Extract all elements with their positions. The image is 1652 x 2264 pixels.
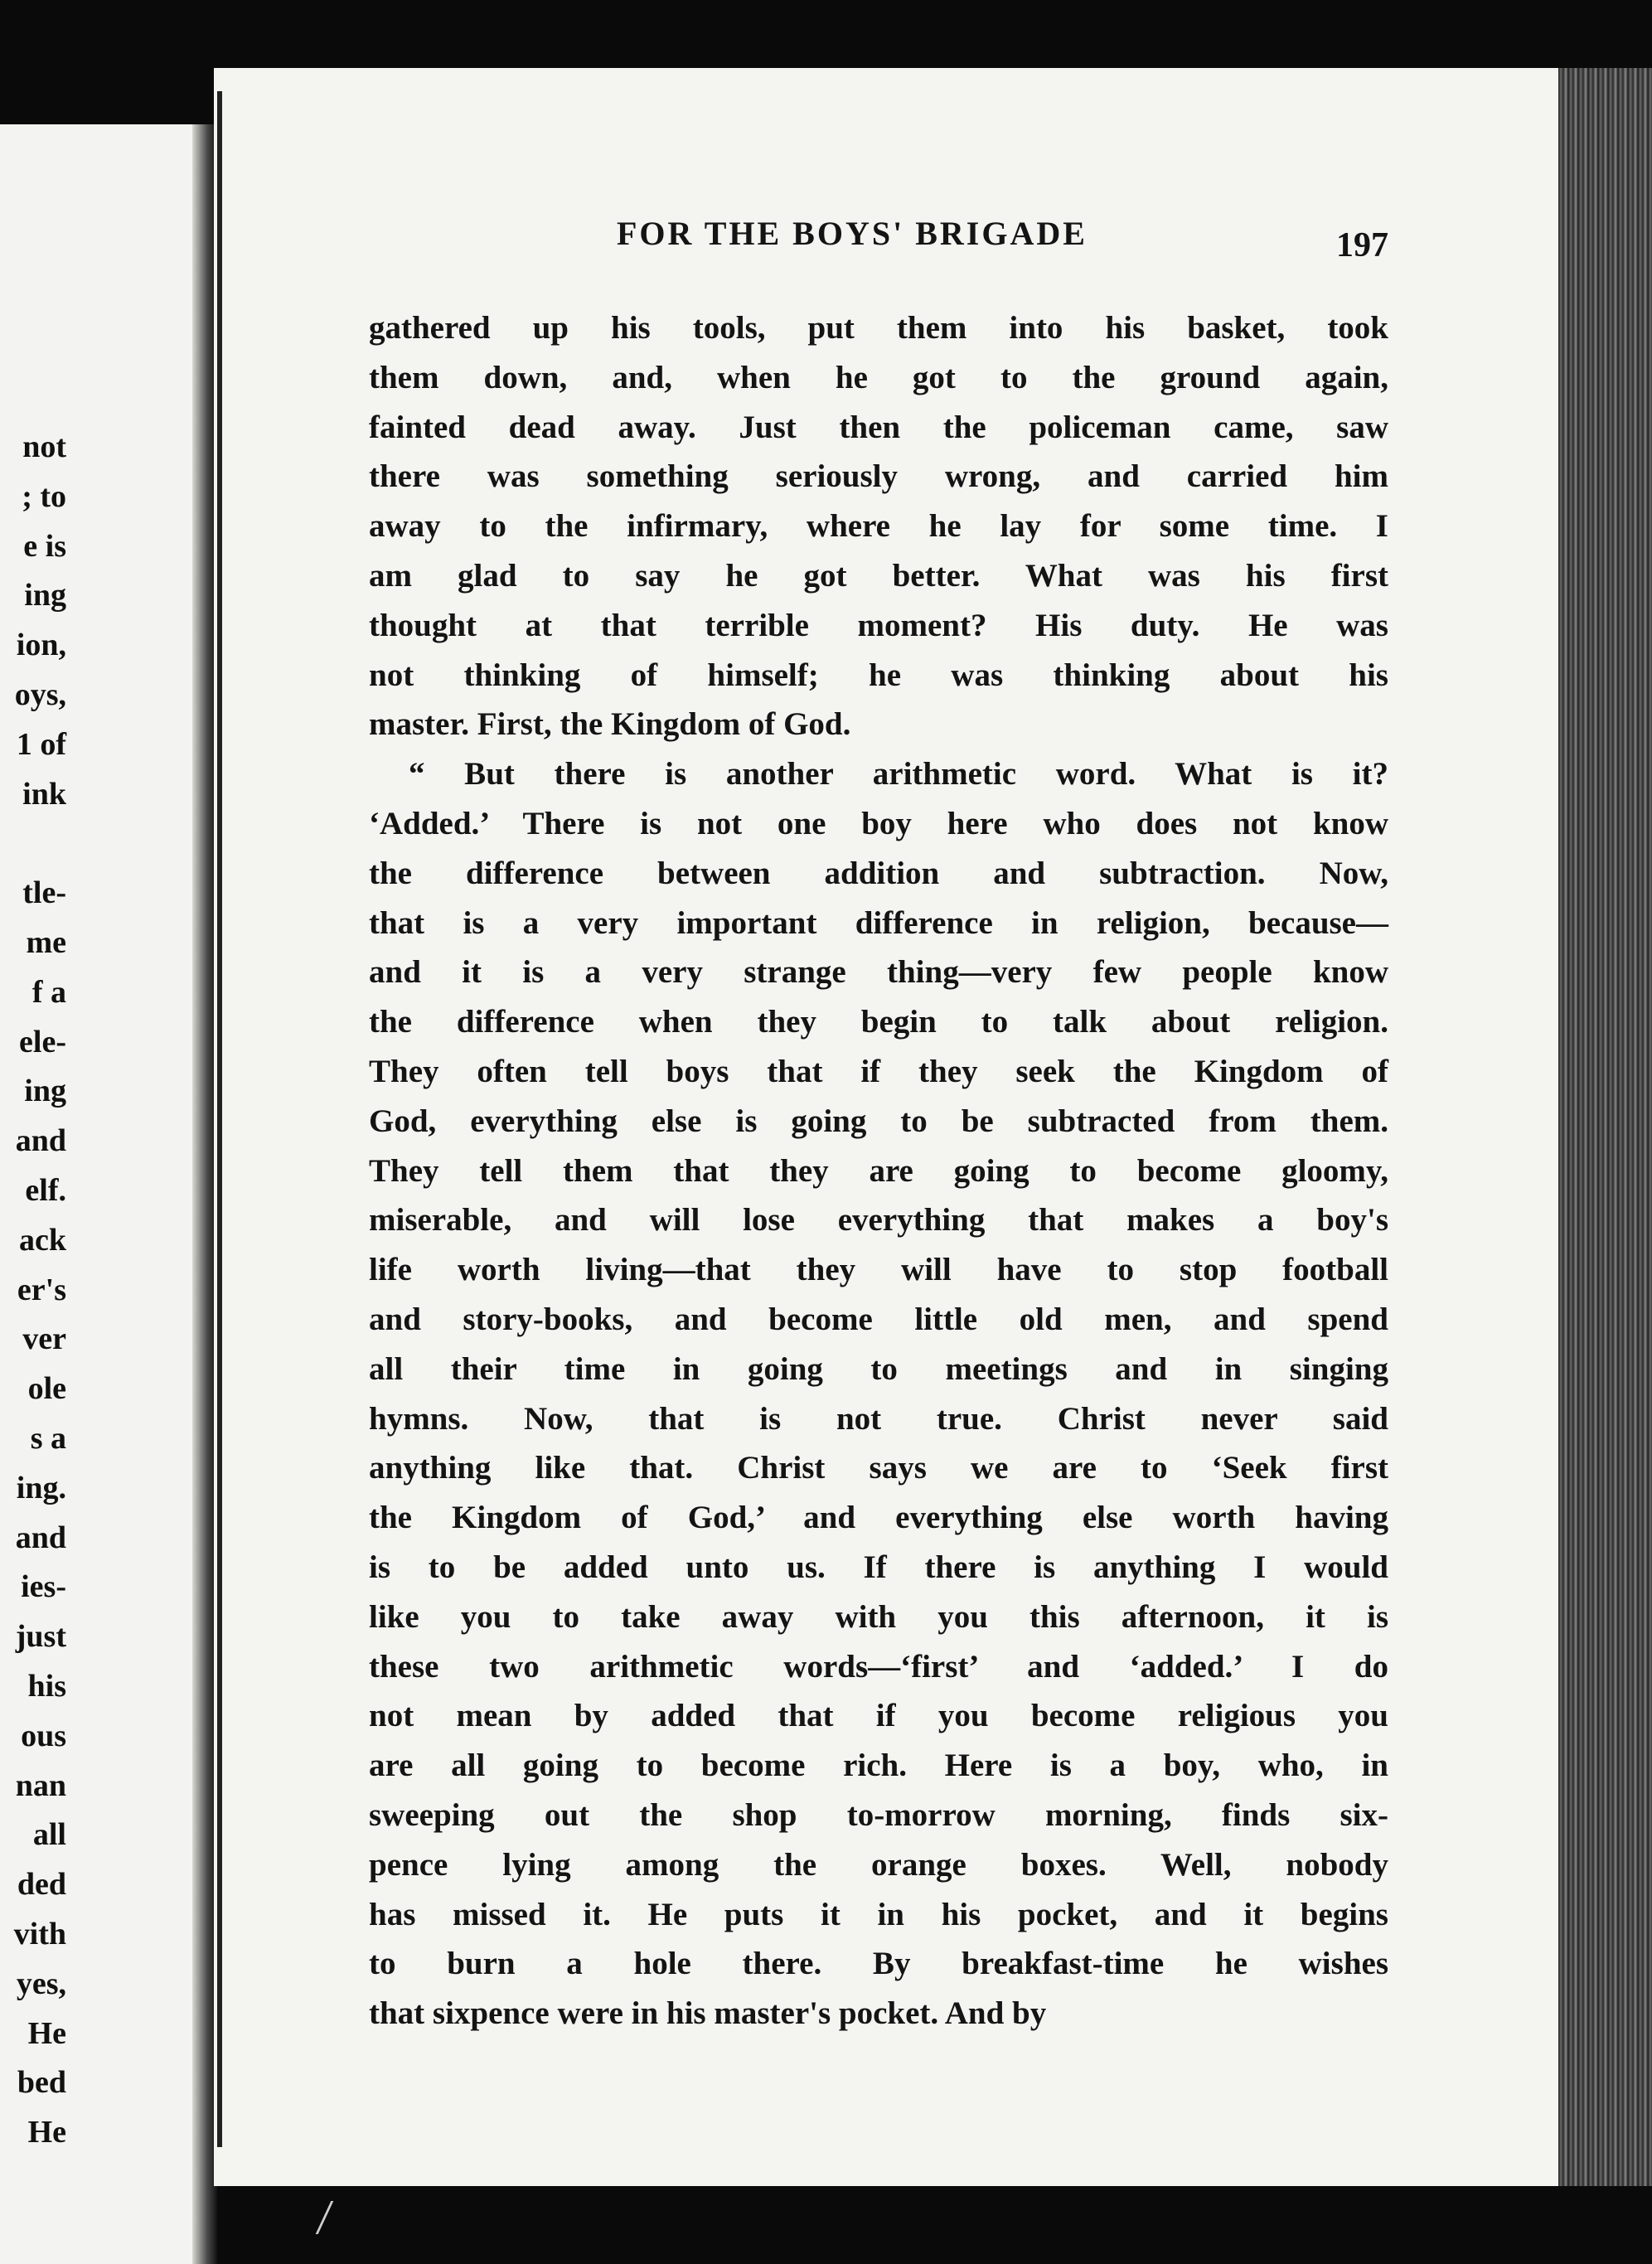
page-stack-edge [1558,68,1652,2186]
facing-page-left [0,124,199,2264]
facing-page-line: yes, [16,1966,66,2001]
text-line: not thinking of himself; he was thinking about his [369,657,1388,693]
text-line: fainted dead away. Just then the policeman came, saw [369,409,1388,445]
facing-page-line: ing [24,578,66,613]
facing-page-line: not [22,429,66,464]
scan-artifact [316,2201,434,2234]
facing-page-line: ing [24,1074,66,1109]
running-head: FOR THE BOYS' BRIGADE [617,215,1088,252]
text-line: They tell them that they are going to become gloomy, [369,1152,1388,1189]
facing-page-line: me [26,924,66,960]
text-line: hymns. Now, that is not true. Christ never said [369,1400,1388,1437]
facing-page-line: elf. [25,1172,66,1208]
text-line: ‘Added.’ There is not one boy here who does not know [369,805,1388,841]
facing-page-line: nan [15,1767,66,1803]
text-line: all their time in going to meetings and in singing [369,1350,1388,1387]
text-line: not mean by added that if you become religious you [369,1698,1388,1734]
text-line: there was something seriously wrong, and carried him [369,458,1388,495]
text-line: sweeping out the shop to-morrow morning, finds six- [369,1796,1388,1833]
text-line: them down, and, when he got to the ground again, [369,359,1388,395]
facing-page-line: ies- [21,1569,66,1605]
text-line: the difference between addition and subtraction. Now, [369,855,1388,891]
facing-page-line: f a [31,974,66,1010]
facing-page-line: oys, [14,676,66,712]
text-line: “ But there is another arithmetic word. What is it? [409,756,1388,793]
text-line: away to the infirmary, where he lay for some time. I [369,508,1388,545]
facing-page-line: er's [17,1272,66,1307]
facing-page-line: ded [17,1867,66,1903]
facing-page-line: ink [22,776,66,812]
facing-page-line: vith [13,1916,66,1951]
facing-page-line: all [32,1817,66,1853]
body-text [369,303,1388,2039]
text-line: thought at that terrible moment? His duty. He was [369,607,1388,643]
text-line: the difference when they begin to talk about religion. [369,1004,1388,1040]
text-line: has missed it. He puts it in his pocket, and it begins [369,1896,1388,1932]
text-line: pence lying among the orange boxes. Well, nobody [369,1846,1388,1883]
facing-page-line: ion, [16,628,66,663]
text-line: that is a very important difference in religion, because— [369,904,1388,941]
text-line: master. First, the Kingdom of God. [369,706,851,743]
text-line: anything like that. Christ says we are to ‘Seek first [369,1450,1388,1486]
text-line: are all going to become rich. Here is a boy, who, in [369,1748,1388,1784]
facing-page-line: He [27,2015,66,2051]
facing-page-line: He [27,2115,66,2150]
facing-page-line: his [27,1668,66,1704]
text-line: and it is a very strange thing—very few people know [369,954,1388,991]
facing-page-line: bed [17,2065,66,2101]
text-line: life worth living—that they will have to stop football [369,1252,1388,1288]
facing-page-text [0,124,66,2158]
text-line: the Kingdom of God,’ and everything else worth having [369,1500,1388,1536]
text-line: gathered up his tools, put them into his basket, took [369,310,1388,346]
facing-page-line: ous [21,1718,66,1753]
text-line: these two arithmetic words—‘first’ and ‘added.’ I do [369,1648,1388,1685]
text-line: miserable, and will lose everything that makes a boy's [369,1202,1388,1239]
facing-page-line: and [15,1520,66,1555]
text-line: am glad to say he got better. What was his first [369,557,1388,594]
facing-page-line: tle- [22,875,66,911]
facing-page-line: ole [27,1371,66,1407]
facing-page-line [0,819,66,869]
facing-page-line: ack [19,1222,66,1258]
facing-page-line: ; to [22,478,66,514]
facing-page-line: ele- [19,1024,66,1059]
page-number: 197 [1336,226,1388,264]
text-line: is to be added unto us. If there is anything I would [369,1549,1388,1585]
text-line: They often tell boys that if they seek the Kingdom of [369,1053,1388,1089]
page-binding-edge [217,91,222,2147]
facing-page-line: and [15,1123,66,1159]
facing-page-line: s a [30,1420,66,1456]
text-line: and story-books, and become little old men, and spend [369,1301,1388,1337]
facing-page-line: ing. [16,1470,66,1505]
text-line: like you to take away with you this afternoon, it is [369,1598,1388,1635]
text-line: that sixpence were in his master's pocket. And by [369,1995,1047,2032]
facing-page-line: e is [23,528,66,564]
facing-page-line: ver [22,1321,66,1357]
text-line: God, everything else is going to be subtracted from them. [369,1103,1388,1139]
facing-page-line: just [15,1619,66,1655]
facing-page-line: 1 of [16,726,66,762]
text-line: to burn a hole there. By breakfast-time he wishes [369,1946,1388,1982]
